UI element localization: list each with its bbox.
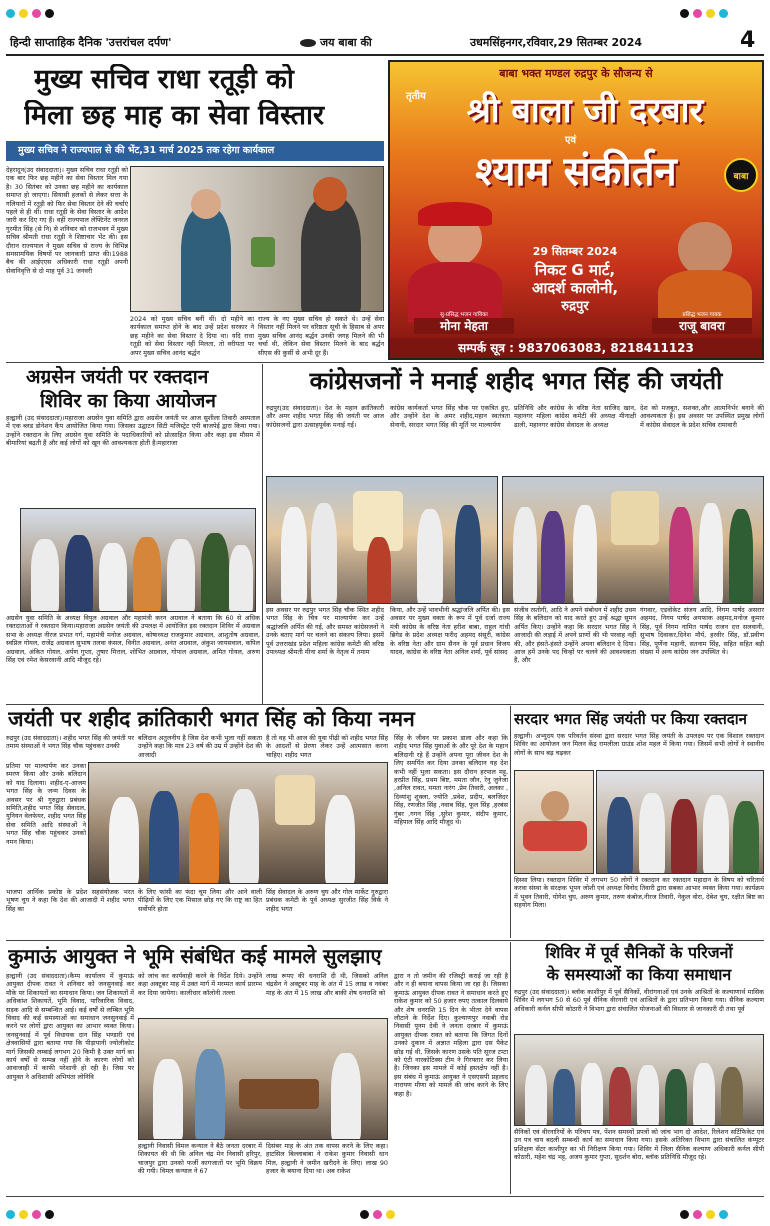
story2-intro: हल्द्वानी (उद संवाददाता)।महाराजा अग्रसेन युवा समिति द्वारा अग्रसेन जयंती पर आज सुशीला तिवारी अस्पताल में एक ब्लड डोनेशन कैंप आयोजित किया गया। जिसका उद्घाटन सिटी मजिस्ट्रेट एपी बाजपेई द्वारा किया गया। उन्होंने रक्तदान के लिए अग्रसेन युवा समिति के पदाधिकारियों को प्रोत्साहित किया और कहा इस मौसम में बीमारियां बढ़ती हैं और कई लोगों को खून की आवश्यकता होती है।महाराजा xyxy=(6,414,260,448)
masthead-center xyxy=(300,35,440,50)
masthead-tagline: जय बाबा की xyxy=(320,36,372,49)
story7-body: सैनिकों एवं वीरनारियों के परिचय पत्र, पेंशन समस्यों प्रपत्रों को जांच भाग दो आदेश, रिलेशन सर्टिफिकेट एवं उन पत्र चाय बदली सम्बन्धी कार्य का समाधान किया गया। इसके अतिरिक्त विभाग द्वारा संचालित कंप्यूटर प्रशिक्षण सेंटर काशीपुर का भी निरीक्षण किया गया। शिविर में जिला सैनिक कल्याण अधिकारी कर्नल सीपी कोठारी, महेश चंद्र भट्ट, अजय कुमार गुप्ता, सुदर्शन बोरा, ब्लॉक प्रतिनिधि मौजूद रहे। xyxy=(514,1128,764,1162)
story4-c1b: प्रतिमा पर माल्यार्पण कर उनका स्मरण किया और उनके बलिदान को याद दिलाया। शहीद-ए-आजम भगत सिंह के जन्म दिवस के अवसर पर श्री गुरुद्वारा प्रबंधक समिति,शहीद भगत सिंह सेवादल, युनियन वेलफेयर, शहीद भगत सिंह सेवा समिति आदि संस्थाओं ने भगत सिंह चौक पहुंचकर उनको नमन किया। xyxy=(6,762,86,846)
story1-col3: राज्य के नए मुख्य सचिव हो सकते थे। उन्हें सेवा विस्तार नहीं मिलने पर वरिष्ठता सूची के हिसाब से अपर मुख्य सचिव आनंद बर्द्धन उनकी जगह मिलने की भी चर्चा थी, लेकिन सेवा विस्तार मिलने के बाद बर्द्धन सीएस की कुर्सी से अभी दूर हैं। xyxy=(258,315,384,357)
bottom-center-dots xyxy=(360,1204,420,1216)
ad-venue-1: निकट G मार्ट, xyxy=(534,261,616,279)
ad-singer-1-name: मोना मेहता xyxy=(414,318,514,334)
ad-title-1: श्री बाला जी दरबार xyxy=(466,91,704,131)
ad-evam: एवं xyxy=(565,135,577,146)
ad-singer-2-photo xyxy=(652,212,758,322)
dot xyxy=(19,1210,28,1219)
story3-c4: देश को मजबूत, सशक्त,और आत्मनिर्भर बनाने की आवश्यकता है। इस अवसर पर उपस्थित प्रमुख लोगों में कांग्रेस सेवादल के प्रदेश सचिव रामावारी xyxy=(640,404,764,429)
story6-c4: द्वारा न तो जमीन की रजिस्ट्री कराई जा रही है और न ही बयाना वापस किया जा रहा है। जिसका कुमाऊं आयुक्त दीपक रावत ने समाधान करते हुए राकेश कुमार को 50 हजार रुपए तत्काल दिलवाये और शेष धनराशि 15 दिन के भीतर देने वापस लौटाने के निर्देश दिए। कुल्याणपुर नवाबी रोड निवासी पूनम देवी ने जनता दरबार में कुमाऊं आयुक्त दीपक रावत को बताया कि जिगत दिनों उनको दुकान में अज्ञात महिला द्वारा दस पैकेट छोड़ गई थी, जिसके कारण उसके पति सूरज टम्टा को एंटी नारकोटिक्स टीम ने गिरफ्तार कर लिया है। जिनका इस मामले में कोई हस्तक्षेप नहीं है। इस संबंध में कुमाऊं आयुक्त ने एसएसपी प्रहलाद नारायण मीणा को मामले की जांच करने के लिए कहा है। xyxy=(394,972,508,1098)
story4-c3: है तो वह भी आज की युवा पीढ़ी को शहीद भगत सिंह के आदर्शों से प्रेरणा लेकर उन्हें आत्मसात करना चाहिए। शहीद भगत xyxy=(266,734,388,759)
story7-photo xyxy=(514,1034,764,1126)
story4-bottom: भाजपा आर्थिक प्रकोष्ठ के प्रदेश सहसंयोजक भरत भूषण चुघ ने कहा कि देश की आजादी में शहीद भगत सिंह का xyxy=(6,888,134,913)
story1-headline-l1: मुख्य सचिव राधा रतूड़ी को xyxy=(34,64,294,95)
dot xyxy=(6,1210,15,1219)
story1-headline-l2: मिला छह माह का सेवा विस्तार xyxy=(24,100,325,131)
story4-c2: बलिदान अतुलनीय है जिस देश कभी भुला नहीं सकता उन्होंने कहा कि मात्र 23 वर्ष की उम्र में उन्होंने देश की आजादी xyxy=(138,734,262,759)
divider xyxy=(6,362,764,363)
ad-contact: सम्पर्क सूत्र : 9837063083, 8218411123 xyxy=(390,338,762,358)
dot xyxy=(45,9,54,18)
story4-headline: जयंती पर शहीद क्रांतिकारी भगत सिंह को किया नमन xyxy=(8,707,415,731)
story3-headline: कांग्रेसजनों ने मनाई शहीद भगत सिंह की जयंती xyxy=(309,367,723,395)
dot xyxy=(386,1210,395,1219)
story5-headline: सरदार भगत सिंह जयंती पर किया रक्तदान xyxy=(514,710,747,728)
ad-singer-1-role: सु-प्रसिद्ध भजन गायिका xyxy=(440,312,488,318)
divider xyxy=(262,364,263,704)
story4-c4: सिंह के जीवन पर प्रकाश डाला और कहा कि शहीद भगत सिंह युवाओं के और पूरे देश के महान बलिदानी रहे हैं उन्होंने अपना पूरा जीवन देश के लिए समर्पित कर दिया उनका बलिदान यह देश कभी नहीं भुला सकता। इस दौरान हरपाल मट्टू, हरप्रीत सिंह, प्रथम बिष्ट, ममता जौन, रेनु जुनेजा ,अनिल रावत, ममता नारंग ,प्रेम तिवारी, अलका , दिव्यांशु शुक्ला, ज्योति ,प्रवेश, प्रदीप, बलजिंदर सिंह, रणजीत सिंह ,नवाब सिंह, फूल सिंह ,हरबंस गुंबर ,गगन सिंह ,सुरेश कुमार, संदीप कुमार, महिपाल सिंह आदि मौजूद थे। xyxy=(394,734,508,827)
divider xyxy=(6,940,764,941)
story6-c2: को जांच कर कार्यवाही करने के निर्देश दिये। उन्होंने कहा अक्टूबर माह में उक्त मार्ग में मरम्मत कार्य प्रारम्भ कर दिया जायेगा। कालीधार कॉलोनी तल्ला xyxy=(138,972,262,997)
story5-photo xyxy=(596,770,764,874)
dot xyxy=(45,1210,54,1219)
story3-c1: रुद्रपुर(उद संवाददाता)। देश के महान क्रांतिकारी और अमर शहीद भगत सिंह की जयंती पर आज कांग्रेसजनों द्वारा उत्साहपूर्वक मनाई गई। xyxy=(266,404,384,429)
story3-d2: किया, और उन्हें भावभीनी श्रद्धांजलि अर्पित की। इस अवसर पर मुख्य वक्ता के रूप में पूर्व दर्जा राज्य मंत्री कांग्रेस के वरिष्ठ नेता हरीश बाबा, राहुल गांधी ब्रिगेड के प्रदेश अध्यक्ष फरीद अहमद संसूरी, कांग्रेस के वरिष्ठ नेता और ग्राम सैनन के पूर्व प्रधान विजय यादव, कांग्रेस के वरिष्ठ नेता अनिल शर्मा, पूर्व सांसद xyxy=(390,606,510,657)
ad-tritiya: तृतीय xyxy=(406,91,426,102)
story3-c3: प्रतिनिधि और कांग्रेस के वरिष्ठ नेता साजिद खान, महानगर महिला कांग्रेस कमेटी की अध्यक्ष मीनाक्षी ढाली, महानगर कांग्रेस सेवादल के अध्यक्ष xyxy=(514,404,636,429)
story1-photo xyxy=(130,166,384,312)
story7-headline-l2: के समस्याओं का किया समाधान xyxy=(546,965,732,984)
story3-d1: इस अवसर पर रुद्रपुर भगत सिंह चौक स्थित शहीद भगत सिंह के चित्र पर माल्यार्पण कर उन्हें श्रद्धांजलि अर्पित की गई, और समस्त कांग्रेसजनों ने उनके बताए मार्ग पर चलने का संकल्प लिया। इसमें पूर्व उत्तराखंड प्रदेश महिला कांग्रेस कमेटी की वरिष्ठ उपाध्यक्ष श्रीमती मीना शर्मा के नेतृत्व में तमाम xyxy=(266,606,384,657)
dot xyxy=(680,1210,689,1219)
dot xyxy=(19,9,28,18)
story3-d4: गंगवार, एडवोकेट संजय आदि, निगम पार्षद असरार अहमद, निगम पार्षद अयफाक अहमद,मनोज कुमार सिंह, पूर्व निगम नामित पार्षद राजन दत्त सलवानी, सुभाष दिवाकर,दिनेश मौर्य, हरवीर सिंह, डॉ.प्रवीण सिंह, पूर्णेना महानी, सतनाम सिंह, सहित सहित बड़ी संख्या में अन्य कांग्रेस जन उपस्थित थे। xyxy=(640,606,764,657)
story6-c3: लाख रूपए की धनराशि दी थी, जिसको अनिल चंद्रसेन ने अक्टूबर माह के अंत में 15 लाख व नवंबर माह के अंत में 15 लाख और बाकी शेष धनराशि को xyxy=(266,972,388,997)
dot xyxy=(719,9,728,18)
dot xyxy=(360,1210,369,1219)
story6-c1: हल्द्वानी (उद संवाददाता)।कैम्प कार्यालय में कुमाऊं आयुक्त दीपक रावत ने शनिवार को जनसुनवाई कर मौके पर शिकायतों का समाधान किया। जन शिकायतों में अधिकांश शिकायतें, भूमि विवाद, पारिवारिक विवाद, सड़क आदि से सम्बन्धित आई। कई वर्षों से लम्बित भूमि विवाद की कई समस्याओं का समाधान जनसुनवाई में करने पर लोगों द्वारा आयुक्त का आभार व्यक्त किया। जनसुनवाई में पूर्व विधायक दान सिंह भण्डारी एवं क्षेत्रवासियों द्वारा बताया गया कि पीड़ापानी ज्योलीकोट मार्ग जिसकी लम्बाई लगभग 20 किमी है उक्त मार्ग का कार्य वर्षों से सम्पन्न नहीं होने के कारण लोगों को आवाजाही में काफी परेशानी हो रही है। जिस पर आयुक्त ने अधिशासी अभियंता लोनिवि xyxy=(6,972,134,1081)
story6-c3b: दिसंबर माह के अंत तक वापस करने के लिए कहा।हाटसिल बिल्लाबाबा ने राकेश कुमार निवासी धान मिल, हल्द्वानी ने जमीन खरीदने के लिए। लाख 90 हजार के बयाना दिया था। अब राकेश xyxy=(266,1142,388,1176)
story5-intro: हल्द्वानी। अभ्युदय एक परिवर्तन संस्था द्वारा सरदार भगत सिंह जयंती के उपलक्ष्य पर एक विशाल रक्तदान शिविर का आयोजन जन मिलन केंद्र रामलीला ग्राउंड शोश महल में किया गया। जिसमें सभी लोगों ने स्थानीय लोगों के साथ बढ़ चढ़कर xyxy=(514,732,764,757)
ad-top-line: बाबा भक्त मण्डल रुद्रपुर के सौजन्य से xyxy=(499,67,653,80)
divider xyxy=(510,706,511,938)
story2-headline-l2: शिविर का किया आयोजन xyxy=(40,390,216,412)
story3-c2: कांग्रेस कार्यकर्ता भगत सिंह चौक पर एकत्रित हुए, और उन्होंने देश के अमर शहीद,महान स्वतंत्रता सेनानी, सरदार भगत सिंह की मूर्ति पर माल्यार्पण xyxy=(390,404,510,429)
story2-headline-l1: अग्रसेन जयंती पर रक्तदान xyxy=(26,366,209,388)
masthead-date: उधमसिंहनगर,रविवार,29 सितम्बर 2024 xyxy=(470,36,643,49)
story3-d3: संजीव रस्तोगी, आदि ने अपने संबोधन में शहीद उधम सिंह के बलिदान को याद करते हुए उन्हें श्रद्धा सुमन अर्पित किए। उन्होंने कहा कि सरदार भगत सिंह ने आजादी की लड़ाई में अपने प्राणों की भी परवाह नहीं की, और हंसते-हंसते उन्होंने अपना बलिदान दे दिया। आज हमें उनके पद चिन्हों पर चलने की आवश्यकता है, और xyxy=(514,606,636,665)
story3-photo-1 xyxy=(266,476,498,604)
ad-logo-text: बाबा xyxy=(733,172,749,182)
story4-photo xyxy=(88,762,388,884)
top-right-dots xyxy=(680,3,770,15)
story6-photo xyxy=(138,1018,388,1140)
divider xyxy=(510,942,511,1194)
ad-venue-3: रुद्रपुर xyxy=(561,299,589,314)
bottom-left-dots xyxy=(6,1204,96,1216)
dot xyxy=(32,1210,41,1219)
story1-col2: 2024 को मुख्य सचिव बनीं थीं। दो महीने का कार्यकाल समाप्त होने के बाद उन्हें प्रदेश सरकार ने छह महीने का सेवा विस्तार दे दिया था। यदि राधा रतूड़ी को सेवा विस्तार नहीं मिलता, तो वरीयता पर अपर मुख्य सचिव आनंद बर्द्धन xyxy=(130,315,254,357)
story5-body: हिस्सा लिया। रक्तदान शिविर में लगभग 50 लोगों ने रक्तदान कर रक्तदान महादान के विषय को चरितार्थ करवा संस्था के संरक्षक भूपन जोशी एवं अध्यक्ष विनोद तिवारी द्वारा सबका आभार व्यक्त किया गया। कार्यक्रम में भुवन तिवारी, योगेश चुघ, अरुण कुमार, तरुण कंबोज,नीरज तिवारी, नेकुल वोरा, देबेश चुघ, रक्षीत बिष्ट का सहयोग मिला। xyxy=(514,876,764,910)
dot xyxy=(680,9,689,18)
page-number: 4 xyxy=(740,28,756,53)
ad-singer-2-role: प्रसिद्ध भजन गायक xyxy=(682,312,722,318)
dot xyxy=(693,1210,702,1219)
story1-subhead: मुख्य सचिव ने राज्यपाल से की भेंट,31 मार्च 2025 तक रहेगा कार्यकाल xyxy=(6,141,384,161)
story2-body: अग्रसेन युवा समिति के अध्यक्ष विपुल अग्रवाल और महामंत्री करन अग्रवाल ने बताया कि 60 से अधिक रक्तदाताओं ने रक्तदान किया।महाराजा अग्रसेन जयंती की उपलक्ष में आयोजित इस रक्तदान शिविर में अग्रवाल सभा के अध्यक्ष नीरज प्रभात गर्ग, महामंत्री मनोज अग्रवाल, कोषाध्यक्ष राजकुमार अग्रवाल, आशुतोष अग्रवाल, स्वप्निल गोयल, राजेंद्र अग्रवाल सुभाष तलवा कंसल, विनीत अग्रवाल, अनंत अग्रवाल, अंकुश जायसवाल, कपिल अग्रवाल, अंकित गोयल, अर्पण गुप्ता, तुषार मित्तल, शोभित अग्रवाल, गोपाल अग्रवाल, अमित गोयल, अरुण सिंह एवं रमेश केसरवानी आदि मौजूद रहे। xyxy=(6,614,260,665)
story4-c1: रुद्रपुर (उद संवाददाता)। शहीद भगत सिंह की जयंती पर तमाम संस्थाओं ने भगत सिंह चौक पहुंचकर उनकी xyxy=(6,734,134,751)
ad-logo xyxy=(724,158,758,192)
story4-b2: के लिए फांसी का फंदा चूम लिया और आने वाली पीढ़ियों के लिए एक मिसाल छोड़ गए कि राष्ट्र का हित सर्वोपरि होता xyxy=(138,888,262,913)
ad-venue-2: आदर्श कालोनी, xyxy=(531,279,619,297)
story6-headline: कुमाऊं आयुक्त ने भूमि संबंधित कई मामले सुलझाए xyxy=(8,944,382,968)
story5-photo-2 xyxy=(514,770,594,874)
ad-singer-2-name: राजू बावरा xyxy=(652,318,752,334)
dot xyxy=(6,9,15,18)
dot xyxy=(706,9,715,18)
dot xyxy=(693,9,702,18)
dot xyxy=(706,1210,715,1219)
dot xyxy=(32,9,41,18)
dot xyxy=(373,1210,382,1219)
story6-c2b: हल्द्वानी निवासी विमल कन्याल ने बैठे जनता दरबार में शिकायत की थी कि अनिल चंद्र मेन निवासी हरिपुर, चाजपुर द्वारा उनको फर्जी कागजातों पर भूमि विक्रय की गयी। विमल कन्याल ने 67 xyxy=(138,1142,262,1176)
top-color-dots xyxy=(6,3,96,15)
story1-col1: देहरादून(उद संवाददाता)। मुख्य सचिव राधा रतूड़ी को एक बार फिर छह महीने का सेवा विस्तार मिल गया है। 30 सितंबर को उनका छह महीने का कार्यकाल समाप्त हो जाएगा। सियासी हलकों से लेकर सत्ता के गलियारों में रतूड़ी को फिर सेवा विस्तार देने की चर्चाएं पहले से ही थीं। राधा रतूड़ी के सेवा विस्तार के आदेश जारी कर दिए गए हैं। वहीं राज्यपाल लेफ्टिनेंट जनरल गुरमीत सिंह (से नि) से शनिवार को राजभवन में मुख्य सचिव श्रीमती राधा रतूड़ी ने शिष्टाचार भेंट की। इस दौरान राज्यपाल ने मुख्य सचिव से राज्य के विभिन्न समसामयिक विषयों पर जानकारी प्राप्त की।1988 बैच की आईएएस अधिकारी राधा रतूड़ी अपनी सेवानिवृत्ति से दो माह पूर्व 31 जनवरी xyxy=(6,166,128,275)
event-advertisement xyxy=(388,60,764,360)
divider xyxy=(6,1196,764,1197)
ad-title-2: श्याम संकीर्तन xyxy=(475,149,677,195)
bottom-right-dots xyxy=(680,1204,770,1216)
story2-photo xyxy=(20,508,256,612)
story7-headline-l1: शिविर में पूर्व सैनिकों के परिजनों xyxy=(545,943,733,962)
story4-b3: सिंह सेवादल के अरुण चुघ और गोल मार्केट गुरुद्वारा प्रबंधक कमेटी के पूर्व अध्यक्ष सुरजीत सिंह विर्क ने शहीद भगत xyxy=(266,888,388,913)
divider xyxy=(6,704,764,705)
masthead-left: हिन्दी साप्ताहिक दैनिक 'उत्तरांचल दर्पण' xyxy=(10,36,172,49)
story7-intro: रुद्रपुर (उद संवाददाता)। ब्लॉक काशीपुर में पूर्व सैनिकों, वीरांगनाओं एवं उनके आश्रितों के कल्याणार्थ मासिक शिविर में लगभग 50 से 60 पूर्व सैनिक वीरनारी एवं आश्रितों के द्वारा प्रतिभाग किया गया। सैनिक कल्याण अधिकारी कर्नल सीपी कोठारी ने विभाग द्वारा संचालित योजनाओं की विस्तार से जानकारी दी तथा पूर्व xyxy=(514,988,764,1013)
story3-photo-2 xyxy=(502,476,764,604)
ad-date: 29 सितम्बर 2024 xyxy=(532,245,618,258)
eye-icon xyxy=(300,39,316,47)
ad-singer-1-photo xyxy=(400,202,510,322)
dot xyxy=(719,1210,728,1219)
